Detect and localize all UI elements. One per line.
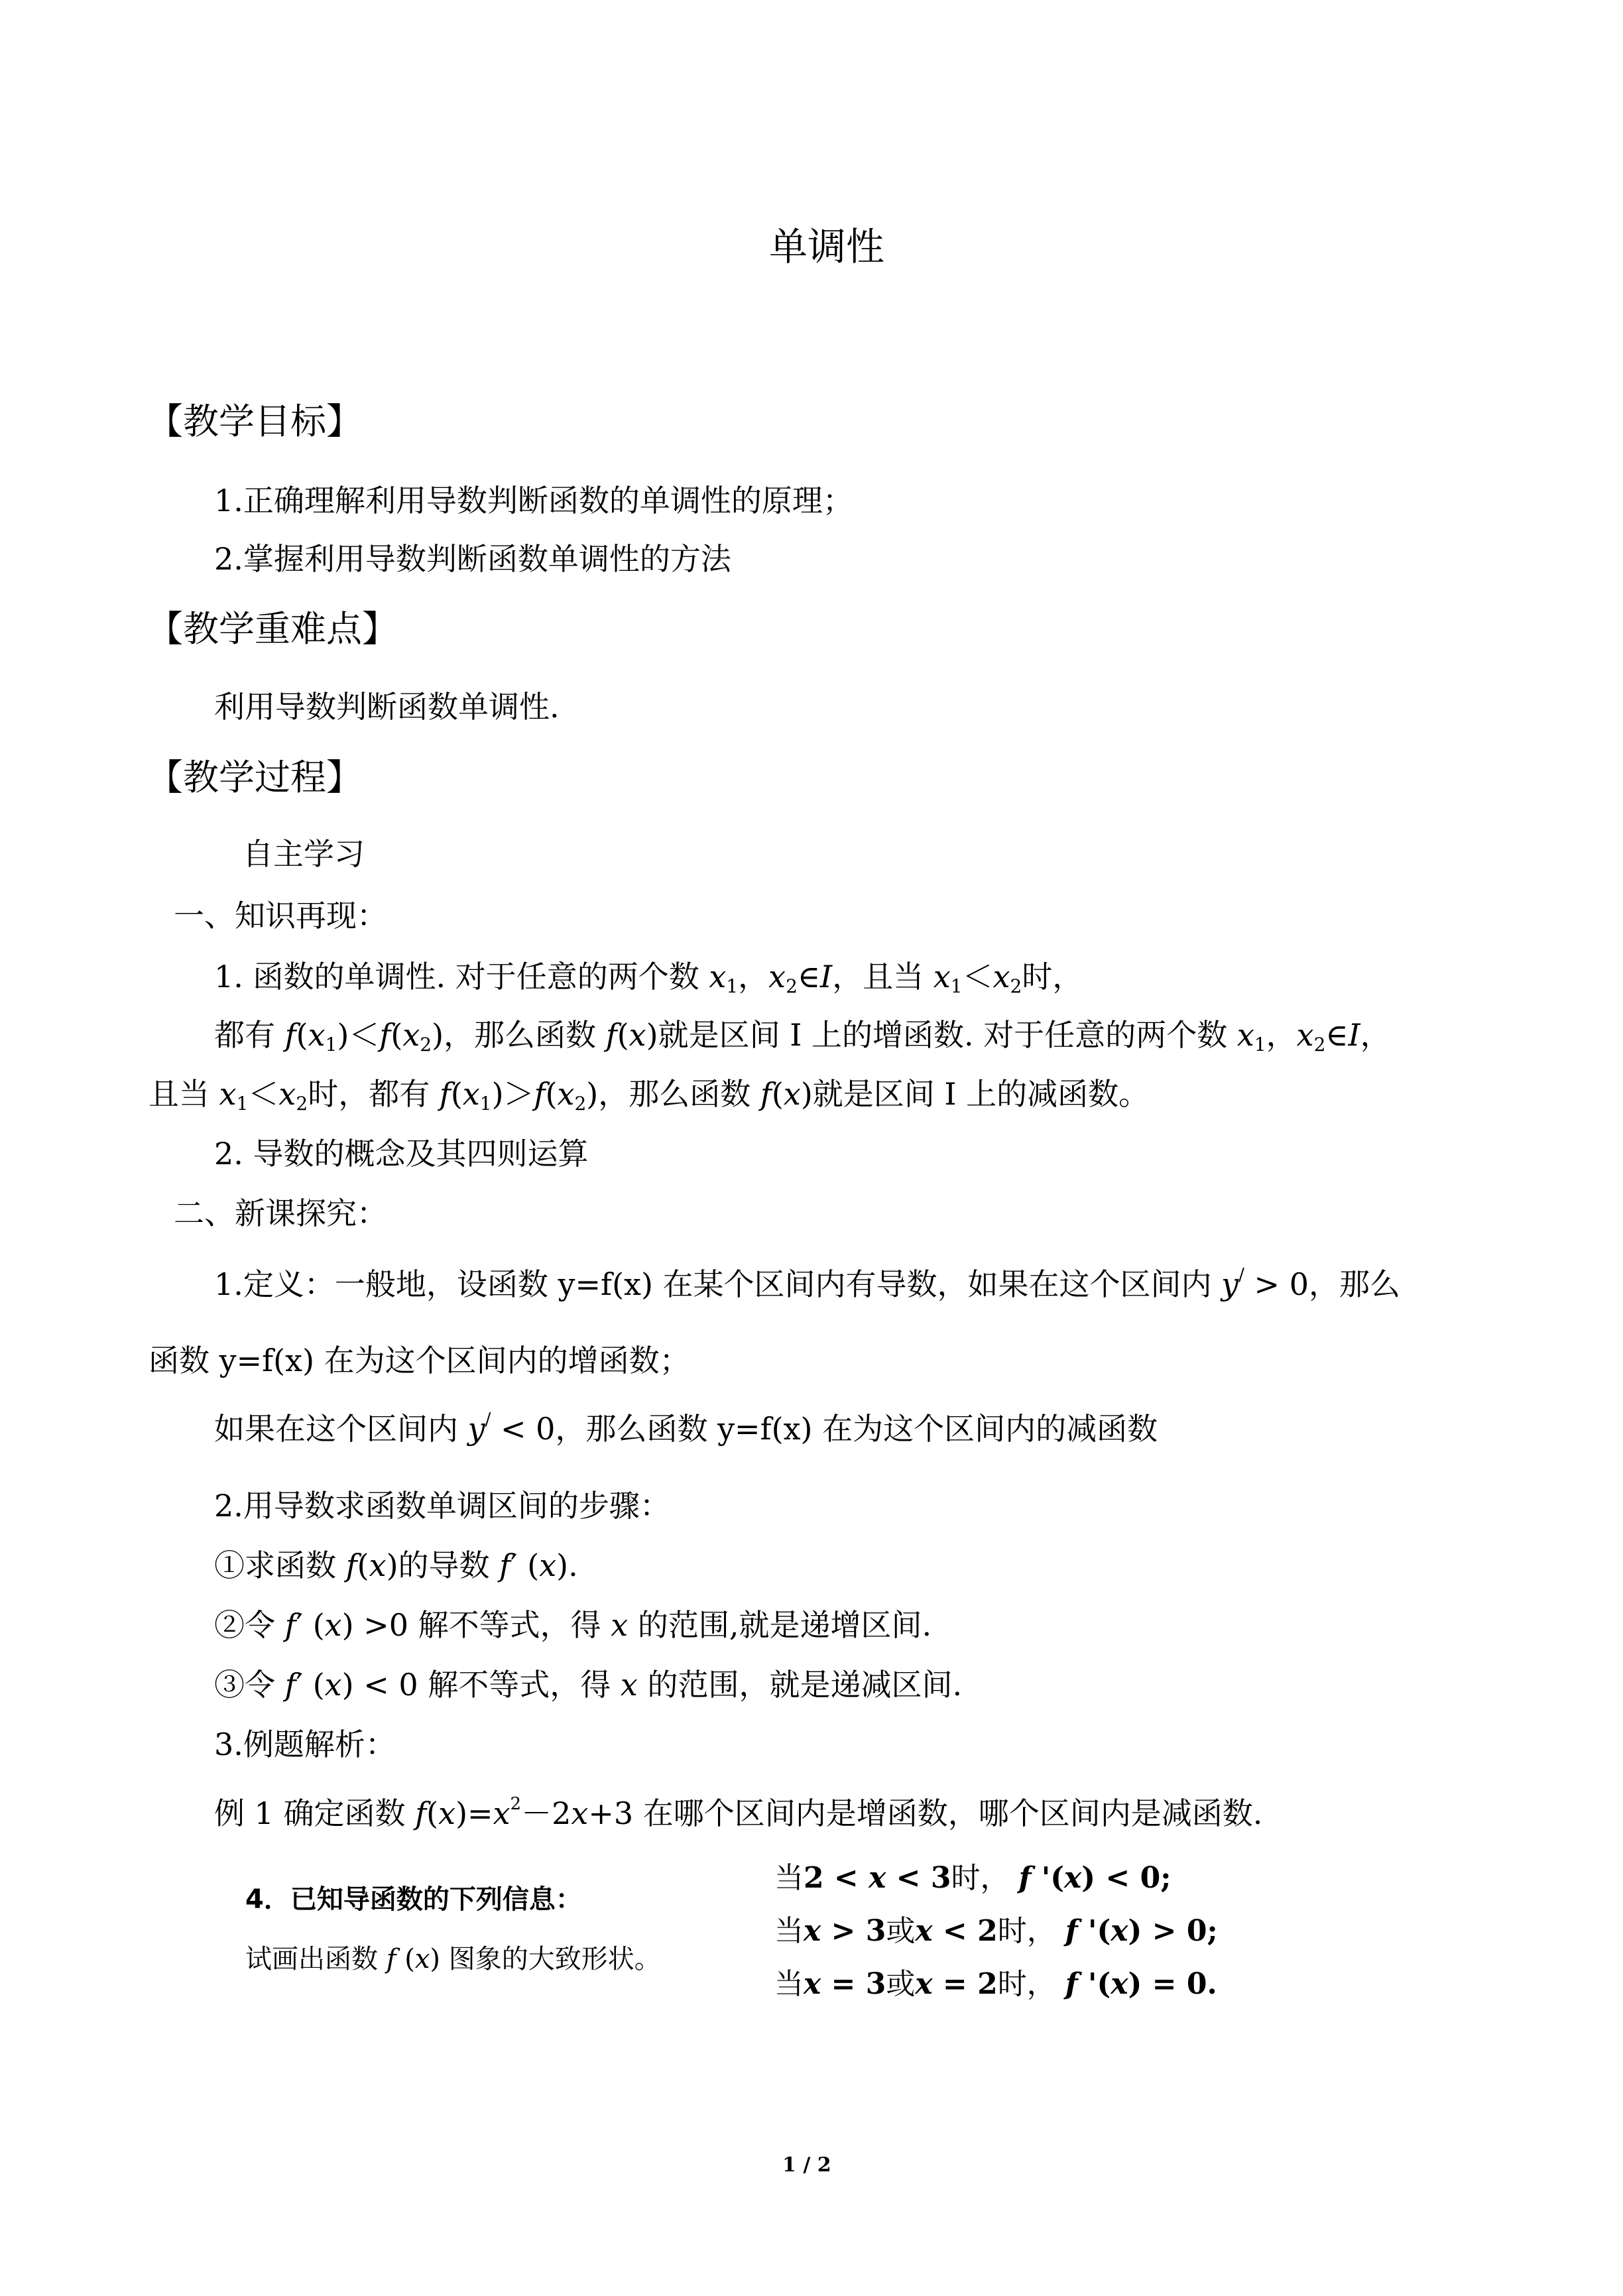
step-3: ③令 f′ (x) < 0 解不等式，得 x 的范围，就是递减区间. [214, 1667, 963, 1703]
definition-line-1: 1.定义：一般地，设函数 y=f(x) 在某个区间内有导数，如果在这个区间内 y/ > 0，那么 [214, 1265, 1400, 1302]
definition-line-3: 如果在这个区间内 y/ < 0，那么函数 y=f(x) 在为这个区间内的减函数 [214, 1410, 1158, 1447]
goal-item-2: 2.掌握利用导数判断函数单调性的方法 [214, 541, 731, 577]
section-heading-goals: 【教学目标】 [147, 400, 362, 442]
steps-heading: 2.用导数求函数单调区间的步骤： [214, 1488, 670, 1524]
condition-1: 当2 < x < 3时， f '(x) < 0; [774, 1861, 1172, 1895]
page-number: 1 / 2 [782, 2153, 831, 2177]
recap-item-1-line-3: 且当 $x_1<x_2$时，都有 $f(x_1)>f(x_2)$，那么函数 f(x)就是区间 I 上的减函数。 [149, 1076, 1150, 1115]
question-4-heading: 4．已知导函数的下列信息： [245, 1884, 582, 1915]
condition-3: 当x = 3或x = 2时， f '(x) = 0. [774, 1967, 1217, 2001]
recap-heading: 一、知识再现： [174, 898, 387, 934]
new-lesson-heading: 二、新课探究： [174, 1195, 387, 1231]
recap-item-1-line-2: 都有 $f(x_1)<f(x_2)$，那么函数 f(x)就是区间 I 上的增函数. 对于任意的两个数 $x_1$，$x_2\in I$， [214, 1017, 1391, 1056]
section-heading-process: 【教学过程】 [147, 756, 362, 798]
example-1: 例 1 确定函数 $f(x)=x^2-2x+3$ 在哪个区间内是增函数，哪个区间内是减函数. [214, 1794, 1263, 1831]
step-2: ②令 f′ (x) >0 解不等式，得 x 的范围,就是递增区间. [214, 1607, 932, 1643]
definition-line-2: 函数 y=f(x) 在为这个区间内的增函数； [149, 1343, 690, 1378]
question-4-instruction: 试画出函数 f (x) 图象的大致形状。 [245, 1944, 661, 1974]
recap-item-1-line-1: 1. 函数的单调性. 对于任意的两个数 $x_1$，$x_2\in I$，且当 $x_1<x_2$时， [214, 959, 1083, 997]
example-heading: 3.例题解析： [214, 1726, 396, 1762]
condition-2: 当x > 3或x < 2时， f '(x) > 0; [774, 1914, 1218, 1948]
page-title: 单调性 [769, 224, 885, 269]
key-point-text: 利用导数判断函数单调性. [214, 689, 560, 725]
goal-item-1: 1.正确理解利用导数判断函数的单调性的原理； [214, 483, 853, 518]
step-1: ①求函数 f(x)的导数 f′ (x). [214, 1547, 578, 1583]
recap-item-2: 2. 导数的概念及其四则运算 [214, 1136, 589, 1172]
self-study-label: 自主学习 [243, 836, 365, 872]
section-heading-key: 【教学重难点】 [147, 608, 398, 650]
